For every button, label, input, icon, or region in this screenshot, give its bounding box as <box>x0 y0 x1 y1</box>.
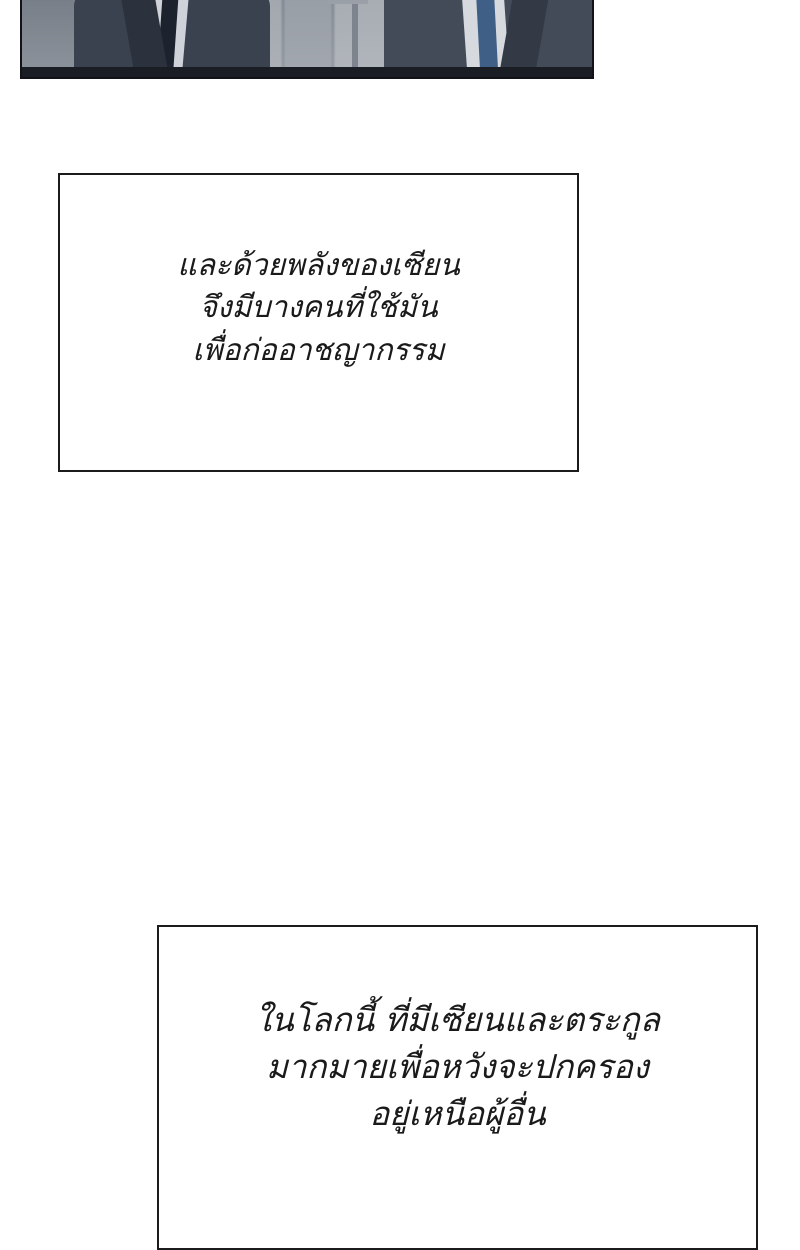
narration-line: เพื่อก่ออาชญากรรม <box>192 332 445 368</box>
comic-panel-top <box>20 0 594 79</box>
narration-line: มากมายเพื่อหวังจะปกครอง <box>266 1047 649 1087</box>
street-pole <box>352 0 358 77</box>
narration-line: ในโลกนี้ ที่มีเซียนและตระกูล <box>254 1000 661 1040</box>
narration-line: จึงมีบางคนที่ใช้มัน <box>199 290 438 326</box>
narration-line: และด้วยพลังของเซียน <box>177 247 460 283</box>
narration-text-1 <box>165 245 471 401</box>
narration-line: อยู่เหนือผู้อื่น <box>369 1093 546 1133</box>
background-building <box>284 0 332 77</box>
panel-bottom-edge <box>22 67 592 77</box>
narration-box-2 <box>157 925 758 1250</box>
street-sign-secondary <box>328 0 368 4</box>
narration-text-2 <box>243 997 672 1178</box>
narration-box-1 <box>58 173 579 472</box>
